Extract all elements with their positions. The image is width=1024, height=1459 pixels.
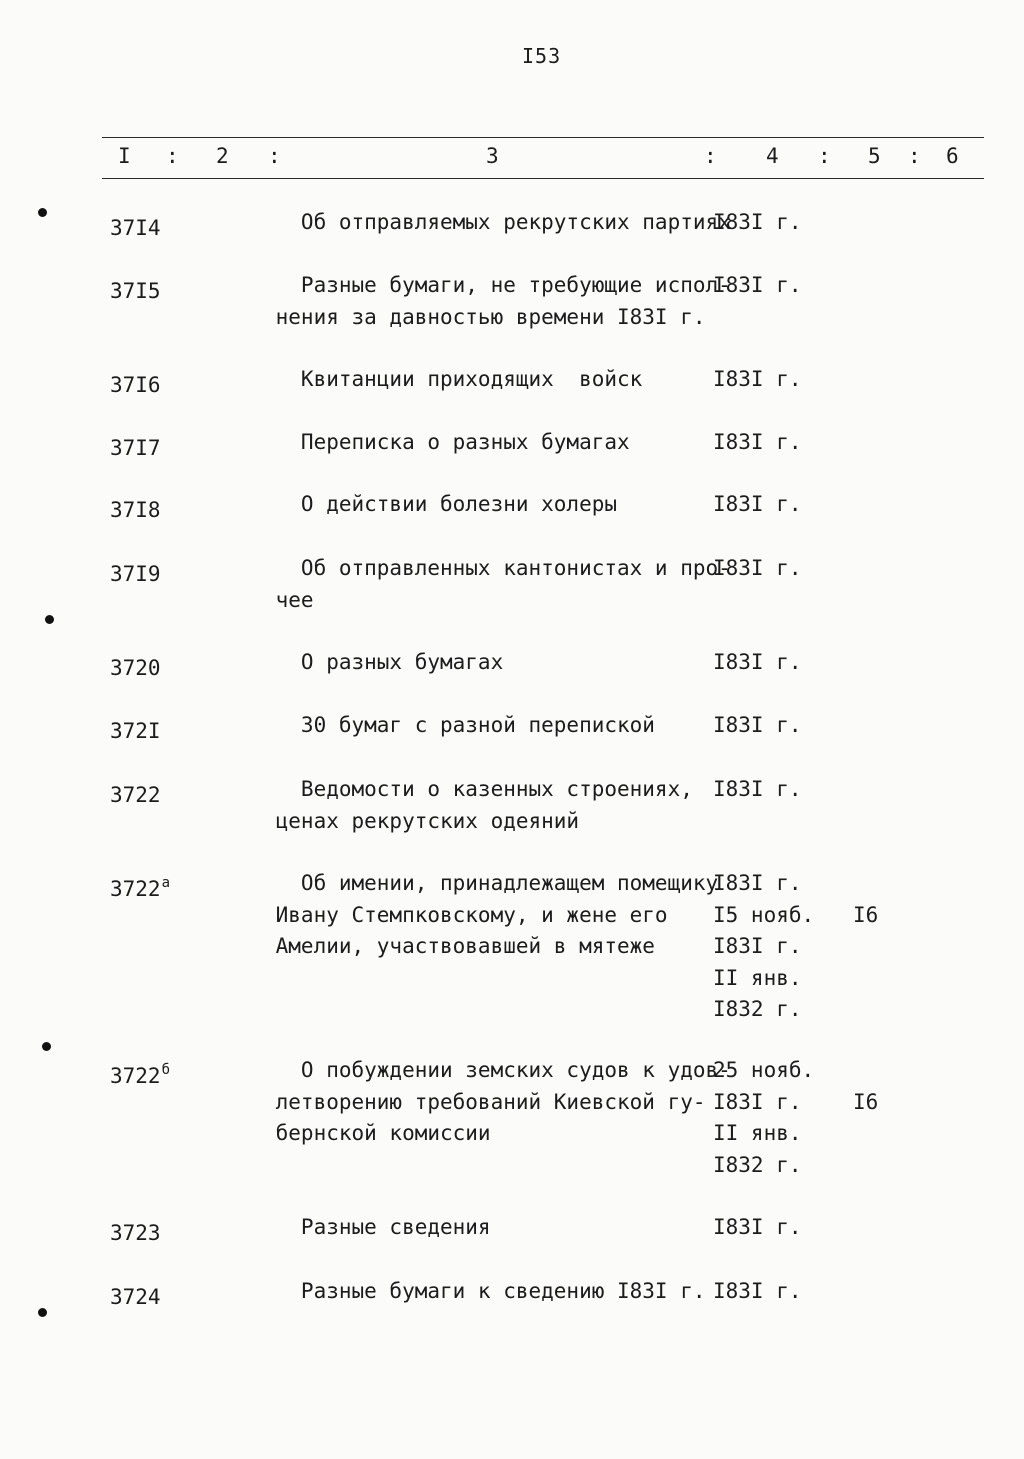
header-separator: : — [908, 144, 921, 168]
file-title: О действии болезни холеры — [263, 492, 618, 516]
file-number: 37I8 — [110, 498, 161, 522]
punch-hole-mark — [38, 1308, 47, 1317]
file-number: $3722^а$ — [110, 875, 171, 901]
file-dates: I83I г. — [713, 430, 802, 454]
punch-hole-mark — [45, 615, 54, 624]
punch-hole-mark — [42, 1042, 51, 1051]
file-title: О побуждении земских судов к удов- летворению требований Киевской гу- бернской комиссии — [275, 1058, 731, 1145]
file-number: 37I7 — [110, 436, 161, 460]
file-number: 37I6 — [110, 373, 161, 397]
header-col-2: 2 — [216, 144, 229, 168]
file-dates: I83I г. — [713, 1279, 802, 1303]
header-col-3: 3 — [486, 144, 499, 168]
file-number: 37I9 — [110, 562, 161, 586]
file-dates: I83I г. — [713, 367, 802, 391]
file-dates: I83I г. — [713, 210, 802, 234]
header-rule-bottom — [102, 178, 984, 179]
file-dates: 25 нояб. I83I г. II янв. I832 г. — [713, 1058, 815, 1177]
file-dates: I83I г. — [713, 1215, 802, 1239]
file-title: Об отправленных кантонистах и про- чее — [275, 556, 731, 612]
punch-hole-mark — [38, 208, 47, 217]
file-dates: I83I г. — [713, 713, 802, 737]
file-sheets: I6 — [853, 1089, 879, 1114]
file-number: 372I — [110, 719, 161, 743]
file-title: Об имении, принадлежащем помещику Ивану Стемпковскому, и жене его Амелии, участвовавшей в мятеже — [275, 871, 719, 958]
header-separator: : — [704, 144, 717, 168]
header-col-1: I — [118, 144, 131, 168]
file-number: 3720 — [110, 656, 161, 680]
file-number: 3723 — [110, 1221, 161, 1245]
file-number: 37I4 — [110, 216, 161, 240]
file-title: О разных бумагах — [263, 650, 504, 674]
file-title: Разные бумаги, не требующие испол- нения за давностью времени I83I г. — [275, 273, 731, 329]
file-dates: I83I г. — [713, 273, 802, 297]
file-number: 37I5 — [110, 279, 161, 303]
file-title: Разные сведения — [263, 1215, 491, 1239]
header-rule-top — [102, 137, 984, 138]
file-title: Квитанции приходящих войск — [263, 367, 643, 391]
file-title: Об отправляемых рекрутских партиях — [263, 210, 731, 234]
file-title: 30 бумаг с разной перепиской — [263, 713, 655, 737]
file-number: 3724 — [110, 1285, 161, 1309]
file-title: Ведомости о казенных строениях, ценах рекрутских одеяний — [275, 777, 693, 833]
file-dates: I83I г. — [713, 650, 802, 674]
file-title: Переписка о разных бумагах — [263, 430, 630, 454]
file-number: 3722 — [110, 783, 161, 807]
header-col-4: 4 — [766, 144, 779, 168]
header-col-5: 5 — [868, 144, 881, 168]
file-dates: I83I г. I5 нояб. I83I г. II янв. I832 г. — [713, 871, 815, 1021]
page-number: I53 — [522, 44, 562, 68]
header-col-6: 6 — [946, 144, 959, 168]
header-separator: : — [818, 144, 831, 168]
file-dates: I83I г. — [713, 556, 802, 580]
header-separator: : — [166, 144, 179, 168]
file-title: Разные бумаги к сведению I83I г. — [263, 1279, 706, 1303]
header-separator: : — [268, 144, 281, 168]
file-dates: I83I г. — [713, 492, 802, 516]
file-number: $3722^б$ — [110, 1062, 171, 1088]
file-dates: I83I г. — [713, 777, 802, 801]
file-sheets: I6 — [853, 902, 879, 927]
